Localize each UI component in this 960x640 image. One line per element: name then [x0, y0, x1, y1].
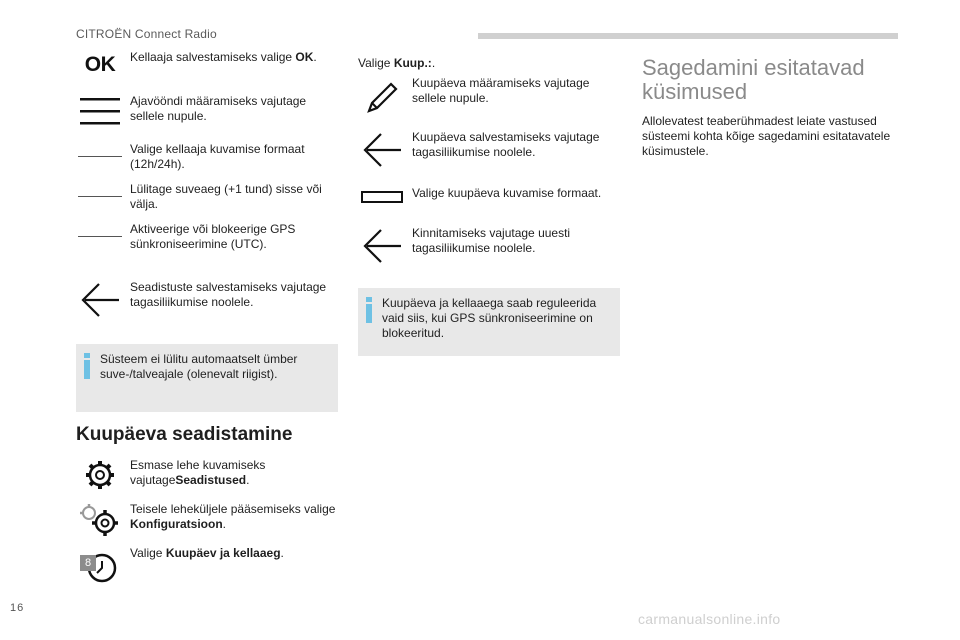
info-icon [84, 353, 90, 379]
list-item-text: Kuupäeva määramiseks vajutage sellele nupule. [412, 76, 590, 105]
list-item [76, 182, 338, 222]
back-arrow-icon [358, 226, 406, 266]
left-column [76, 50, 338, 590]
toggle-line-icon [76, 222, 124, 252]
list-item-text: Kellaaja salvestamiseks valige OK. [130, 50, 317, 64]
list-item-text: Aktiveerige või blokeerige GPS sünkroniseerimine (UTC). [130, 222, 296, 251]
list-item [76, 546, 338, 590]
list-item-text: Seadistuste salvestamiseks vajutage tagasiliikumise noolele. [130, 280, 327, 309]
page-number: 16 [10, 602, 25, 614]
back-arrow-icon [76, 280, 124, 320]
toggle-line-icon [76, 142, 124, 172]
list-item [358, 182, 620, 226]
list-item-text: Kuupäeva salvestamiseks vajutage tagasiliikumise noolele. [412, 130, 600, 159]
info-note-text: Süsteem ei lülitu automaatselt ümber suve-/talveajale (olenevalt riigist). [100, 352, 298, 381]
pencil-icon [358, 76, 406, 120]
section-title: Kuupäeva seadistamine [76, 424, 293, 445]
step-badge: 8 [80, 555, 96, 571]
list-item [76, 222, 338, 280]
list-item [76, 142, 338, 182]
info-icon [366, 297, 372, 323]
back-arrow-icon [358, 130, 406, 170]
list-item-text: Esmase lehe kuvamiseks vajutageSeadistused. [130, 458, 266, 487]
list-item [76, 50, 338, 94]
menu-icon [76, 94, 124, 128]
faq-title: Sagedamini esitatavad küsimused [642, 55, 865, 104]
info-note-text: Kuupäeva ja kellaaega saab reguleerida vaid siis, kui GPS sünkroniseerimine on blokeeritud. [382, 296, 597, 340]
header-bar [478, 33, 898, 39]
header-title: CITROËN Connect Radio [76, 27, 217, 41]
ok-icon [76, 50, 124, 80]
gear-icon [76, 458, 124, 492]
list-item-text: Teisele leheküljele pääsemiseks valige Konfiguratsioon. [130, 502, 336, 531]
list-item [76, 502, 338, 546]
list-item-text: Valige Kuupäev ja kellaaeg. [130, 546, 284, 560]
rectangle-icon [358, 182, 406, 212]
intro-text: Valige Kuup.:. [358, 56, 436, 70]
list-item-text: Ajavööndi määramiseks vajutage sellele nupule. [130, 94, 307, 123]
list-item-text: Valige kuupäeva kuvamise formaat. [412, 186, 602, 200]
list-item-text: Kinnitamiseks vajutage uuesti tagasiliikumise noolele. [412, 226, 571, 255]
list-item [76, 94, 338, 142]
ok-icon-label: OK [84, 53, 116, 76]
list-item-text: Lülitage suveaeg (+1 tund) sisse või välja. [130, 182, 322, 211]
list-item-text: Valige kellaaja kuvamise formaat (12h/24h). [130, 142, 305, 171]
toggle-line-icon [76, 182, 124, 212]
list-item [358, 76, 620, 130]
watermark: carmanualsonline.info [638, 611, 781, 627]
list-item [76, 458, 338, 502]
double-gear-icon [76, 502, 124, 540]
info-note [358, 288, 620, 356]
list-item [76, 280, 338, 344]
right-column [642, 50, 912, 159]
list-item [358, 130, 620, 182]
middle-column [358, 50, 620, 356]
info-note [76, 344, 338, 412]
faq-text: Allolevatest teaberühmadest leiate vastused süsteemi kohta kõige sagedamini esitatavatele küsimustele. [642, 114, 891, 158]
list-item [358, 226, 620, 288]
